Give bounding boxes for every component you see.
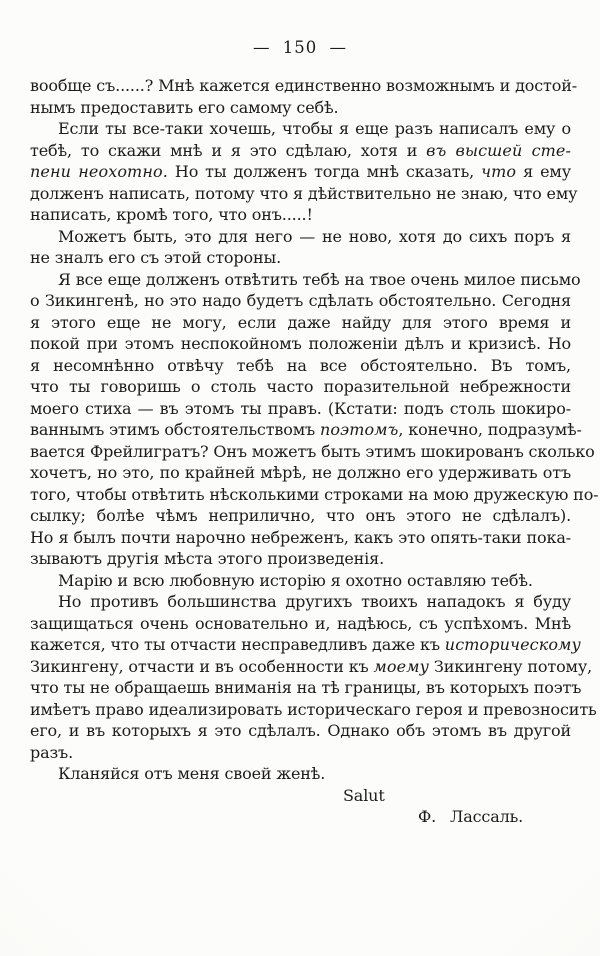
text-line	[30, 441, 595, 463]
text-line	[30, 634, 581, 656]
text-line	[30, 742, 571, 764]
text-segment: Но я былъ почти нарочно небреженъ, какъ это опять-таки пока-	[30, 527, 571, 547]
italic-text-segment: историческому	[444, 635, 581, 654]
text-line	[30, 118, 571, 140]
text-line	[30, 333, 571, 355]
text-segment: Зикингену, отчасти и въ особенности къ	[30, 656, 374, 676]
text-segment: вается Фрейлигратъ? Онъ можетъ быть этимъ шокированъ сколько	[30, 441, 595, 461]
text-line	[30, 75, 578, 97]
text-line	[30, 570, 571, 592]
text-line	[30, 548, 571, 570]
text-segment: что ты не обращаешь вниманія на тѣ границы, въ которыхъ поэтъ	[30, 678, 582, 697]
text-segment: сылку; болѣе чѣмъ неприлично, что онъ этого не сдѣлалъ).	[30, 506, 571, 525]
text-line	[30, 398, 571, 420]
text-line	[30, 204, 571, 226]
text-segment: Марію и всю любовную исторію я охотно оставляю тебѣ.	[58, 570, 533, 590]
text-segment: имѣетъ право идеализировать историческаго героя и превозносить	[30, 699, 597, 719]
text-line	[30, 720, 571, 742]
text-line	[30, 355, 571, 377]
text-line	[30, 97, 571, 119]
text-segment: Но противъ большинства другихъ твоихъ нападокъ я буду	[58, 592, 571, 611]
text-segment: долженъ написать, потому что я дѣйствительно не знаю, что ему	[30, 183, 578, 203]
text-line	[30, 312, 571, 334]
text-line	[30, 677, 582, 699]
text-segment: тебѣ, то скажи мнѣ и я это сдѣлаю, хотя и	[30, 140, 427, 160]
italic-text-segment: пени неохотно.	[30, 162, 168, 181]
text-segment: я несомнѣнно отвѣчу тебѣ на все обстоятельно. Въ томъ,	[30, 355, 571, 375]
italic-text-segment: что	[481, 162, 517, 181]
text-line	[30, 269, 581, 291]
page-number: — 150 —	[253, 38, 347, 57]
text-line	[30, 183, 578, 205]
text-segment: кажется, что ты отчасти несправедливъ даже къ	[30, 635, 445, 654]
text-line	[30, 226, 571, 248]
text-line	[30, 763, 571, 785]
text-line	[30, 613, 571, 635]
text-segment: я этого еще не могу, если даже найду для этого время и	[30, 312, 571, 332]
italic-text-segment: поэтомъ	[320, 420, 399, 439]
text-segment: покой при этомъ неспокойномъ положеніи дѣлъ и кризисѣ. Но	[30, 334, 571, 353]
text-segment: Но ты долженъ тогда мнѣ сказать,	[167, 162, 482, 181]
text-segment: Кланяйся отъ меня своей женѣ.	[58, 764, 326, 783]
text-line	[30, 699, 597, 721]
text-line	[30, 505, 571, 527]
italic-text-segment: моему	[373, 656, 429, 676]
text-segment: Зикингену потому,	[428, 656, 593, 676]
text-line	[30, 527, 571, 549]
text-segment: написать, кромѣ того, что онъ.....!	[30, 205, 313, 224]
text-segment: хочетъ, но это, по крайней мѣрѣ, не должно его удерживать отъ	[30, 463, 571, 482]
text-line	[30, 161, 571, 183]
text-segment: ваннымъ этимъ обстоятельствомъ	[30, 420, 321, 439]
text-segment: моего стиха — въ этомъ ты правъ. (Кстати: подъ столь шокиро-	[30, 398, 571, 418]
signature-name: Ф. Лассаль.	[418, 807, 524, 826]
text-segment: разъ.	[30, 742, 74, 762]
text-segment: зываютъ другія мѣста этого произведенія.	[30, 549, 385, 568]
text-segment: того, чтобы отвѣтить нѣсколькими строками на мою дружескую по-	[30, 484, 599, 504]
text-line	[30, 140, 571, 162]
text-segment: защищаться очень основательно и, надѣюсь, съ успѣхомъ. Мнѣ	[30, 613, 571, 633]
text-segment: я ему	[516, 162, 571, 181]
text-line	[30, 656, 593, 678]
text-line	[30, 591, 571, 613]
text-line	[30, 462, 571, 484]
text-line	[30, 290, 571, 312]
text-line	[30, 376, 571, 398]
text-segment: о Зикингенѣ, но это надо будетъ сдѣлать обстоятельно. Сегодня	[30, 291, 571, 310]
text-segment: нымъ предоставить его самому себѣ.	[30, 97, 339, 117]
text-segment: Можетъ быть, это для него — не ново, хотя до сихъ поръ я	[58, 226, 571, 246]
text-segment: , конечно, подразумѣ-	[398, 420, 582, 439]
text-line	[30, 484, 599, 506]
text-segment: Я все еще долженъ отвѣтить тебѣ на твое очень милое письмо	[58, 269, 581, 289]
italic-text-segment: въ высшей сте-	[426, 140, 571, 160]
text-segment: что ты говоришь о столь часто поразительной небрежности	[30, 377, 571, 396]
text-segment: не зналъ его съ этой стороны.	[30, 248, 282, 267]
text-segment: его, и въ которыхъ я это сдѣлалъ. Однако объ этомъ въ другой	[30, 721, 571, 740]
text-segment: Если ты все-таки хочешь, чтобы я еще разъ написалъ ему о	[58, 119, 571, 138]
text-line	[30, 247, 571, 269]
letter-body	[30, 75, 599, 828]
text-line	[30, 419, 582, 441]
text-segment: вообще съ......? Мнѣ кажется единственно возможнымъ и достой-	[30, 76, 578, 95]
signature-salut: Salut	[343, 785, 385, 805]
